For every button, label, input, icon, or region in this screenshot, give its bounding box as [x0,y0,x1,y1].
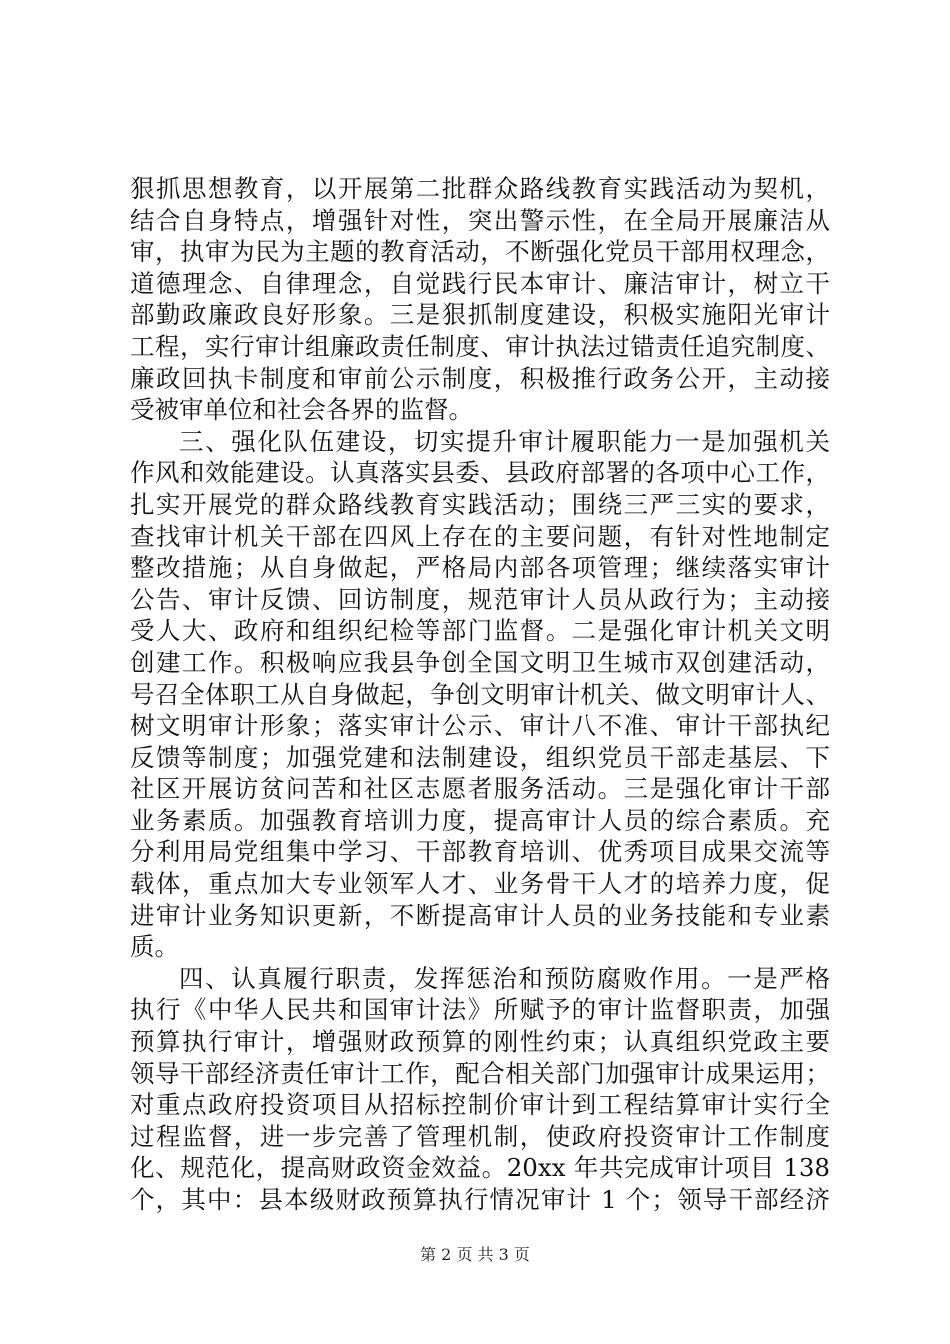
text-line: 创建工作。积极响应我县争创全国文明卫生城市双创建活动， [130,647,830,677]
text-line: 载体，重点加大专业领军人才、业务骨干人才的培养力度，促 [130,869,830,899]
text-line: 个，其中：县本级财政预算执行情况审计 1 个；领导干部经济 [130,1185,830,1214]
text-line: 反馈等制度；加强党建和法制建设，组织党员干部走基层、下 [130,742,830,772]
text-line: 查找审计机关干部在四风上存在的主要问题，有针对性地制定 [130,521,830,551]
text-line: 预算执行审计，增强财政预算的刚性约束；认真组织党政主要 [130,1027,830,1057]
text-line: 执行《中华人民共和国审计法》所赋予的审计监督职责，加强 [130,995,830,1025]
text-line: 领导干部经济责任审计工作，配合相关部门加强审计成果运用； [130,1058,830,1088]
text-line: 树文明审计形象；落实审计公示、审计八不准、审计干部执纪 [130,711,830,741]
text-line: 四、认真履行职责，发挥惩治和预防腐败作用。一是严格 [179,963,830,993]
page-footer: 第 2 页 共 3 页 [420,1245,530,1264]
text-line: 分利用局党组集中学习、干部教育培训、优秀项目成果交流等 [130,837,830,867]
text-line: 扎实开展党的群众路线教育实践活动；围绕三严三实的要求， [130,489,830,519]
text-line: 整改措施；从自身做起，严格局内部各项管理；继续落实审计 [130,553,830,583]
text-line: 社区开展访贫问苦和社区志愿者服务活动。三是强化审计干部 [130,774,830,804]
text-line: 过程监督，进一步完善了管理机制，使政府投资审计工作制度 [130,1121,830,1151]
text-line: 质。 [130,932,179,962]
text-line: 廉政回执卡制度和审前公示制度，积极推行政务公开，主动接 [130,363,830,393]
text-line: 审，执审为民为主题的教育活动，不断强化党员干部用权理念， [130,237,830,267]
text-line: 公告、审计反馈、回访制度，规范审计人员从政行为；主动接 [130,584,830,614]
text-line: 部勤政廉政良好形象。三是狠抓制度建设，积极实施阳光审计 [130,300,830,330]
text-line: 狠抓思想教育，以开展第二批群众路线教育实践活动为契机， [130,174,830,203]
text-line: 对重点政府投资项目从招标控制价审计到工程结算审计实行全 [130,1090,830,1120]
text-line: 化、规范化，提高财政资金效益。20xx 年共完成审计项目 138 [130,1153,830,1183]
text-line: 工程，实行审计组廉政责任制度、审计执法过错责任追究制度、 [130,331,830,361]
text-line: 作风和效能建设。认真落实县委、县政府部署的各项中心工作， [130,458,830,488]
text-line: 三、强化队伍建设，切实提升审计履职能力一是加强机关 [179,426,830,456]
text-line: 进审计业务知识更新，不断提高审计人员的业务技能和专业素 [130,900,830,930]
text-line: 受被审单位和社会各界的监督。 [130,395,473,425]
text-line: 道德理念、自律理念，自觉践行民本审计、廉洁审计，树立干 [130,268,830,298]
text-line: 受人大、政府和组织纪检等部门监督。二是强化审计机关文明 [130,616,830,646]
text-line: 号召全体职工从自身做起，争创文明审计机关、做文明审计人、 [130,679,830,709]
body-text [130,173,830,1216]
text-line: 结合自身特点，增强针对性，突出警示性，在全局开展廉洁从 [130,205,830,235]
text-line: 业务素质。加强教育培训力度，提高审计人员的综合素质。充 [130,805,830,835]
